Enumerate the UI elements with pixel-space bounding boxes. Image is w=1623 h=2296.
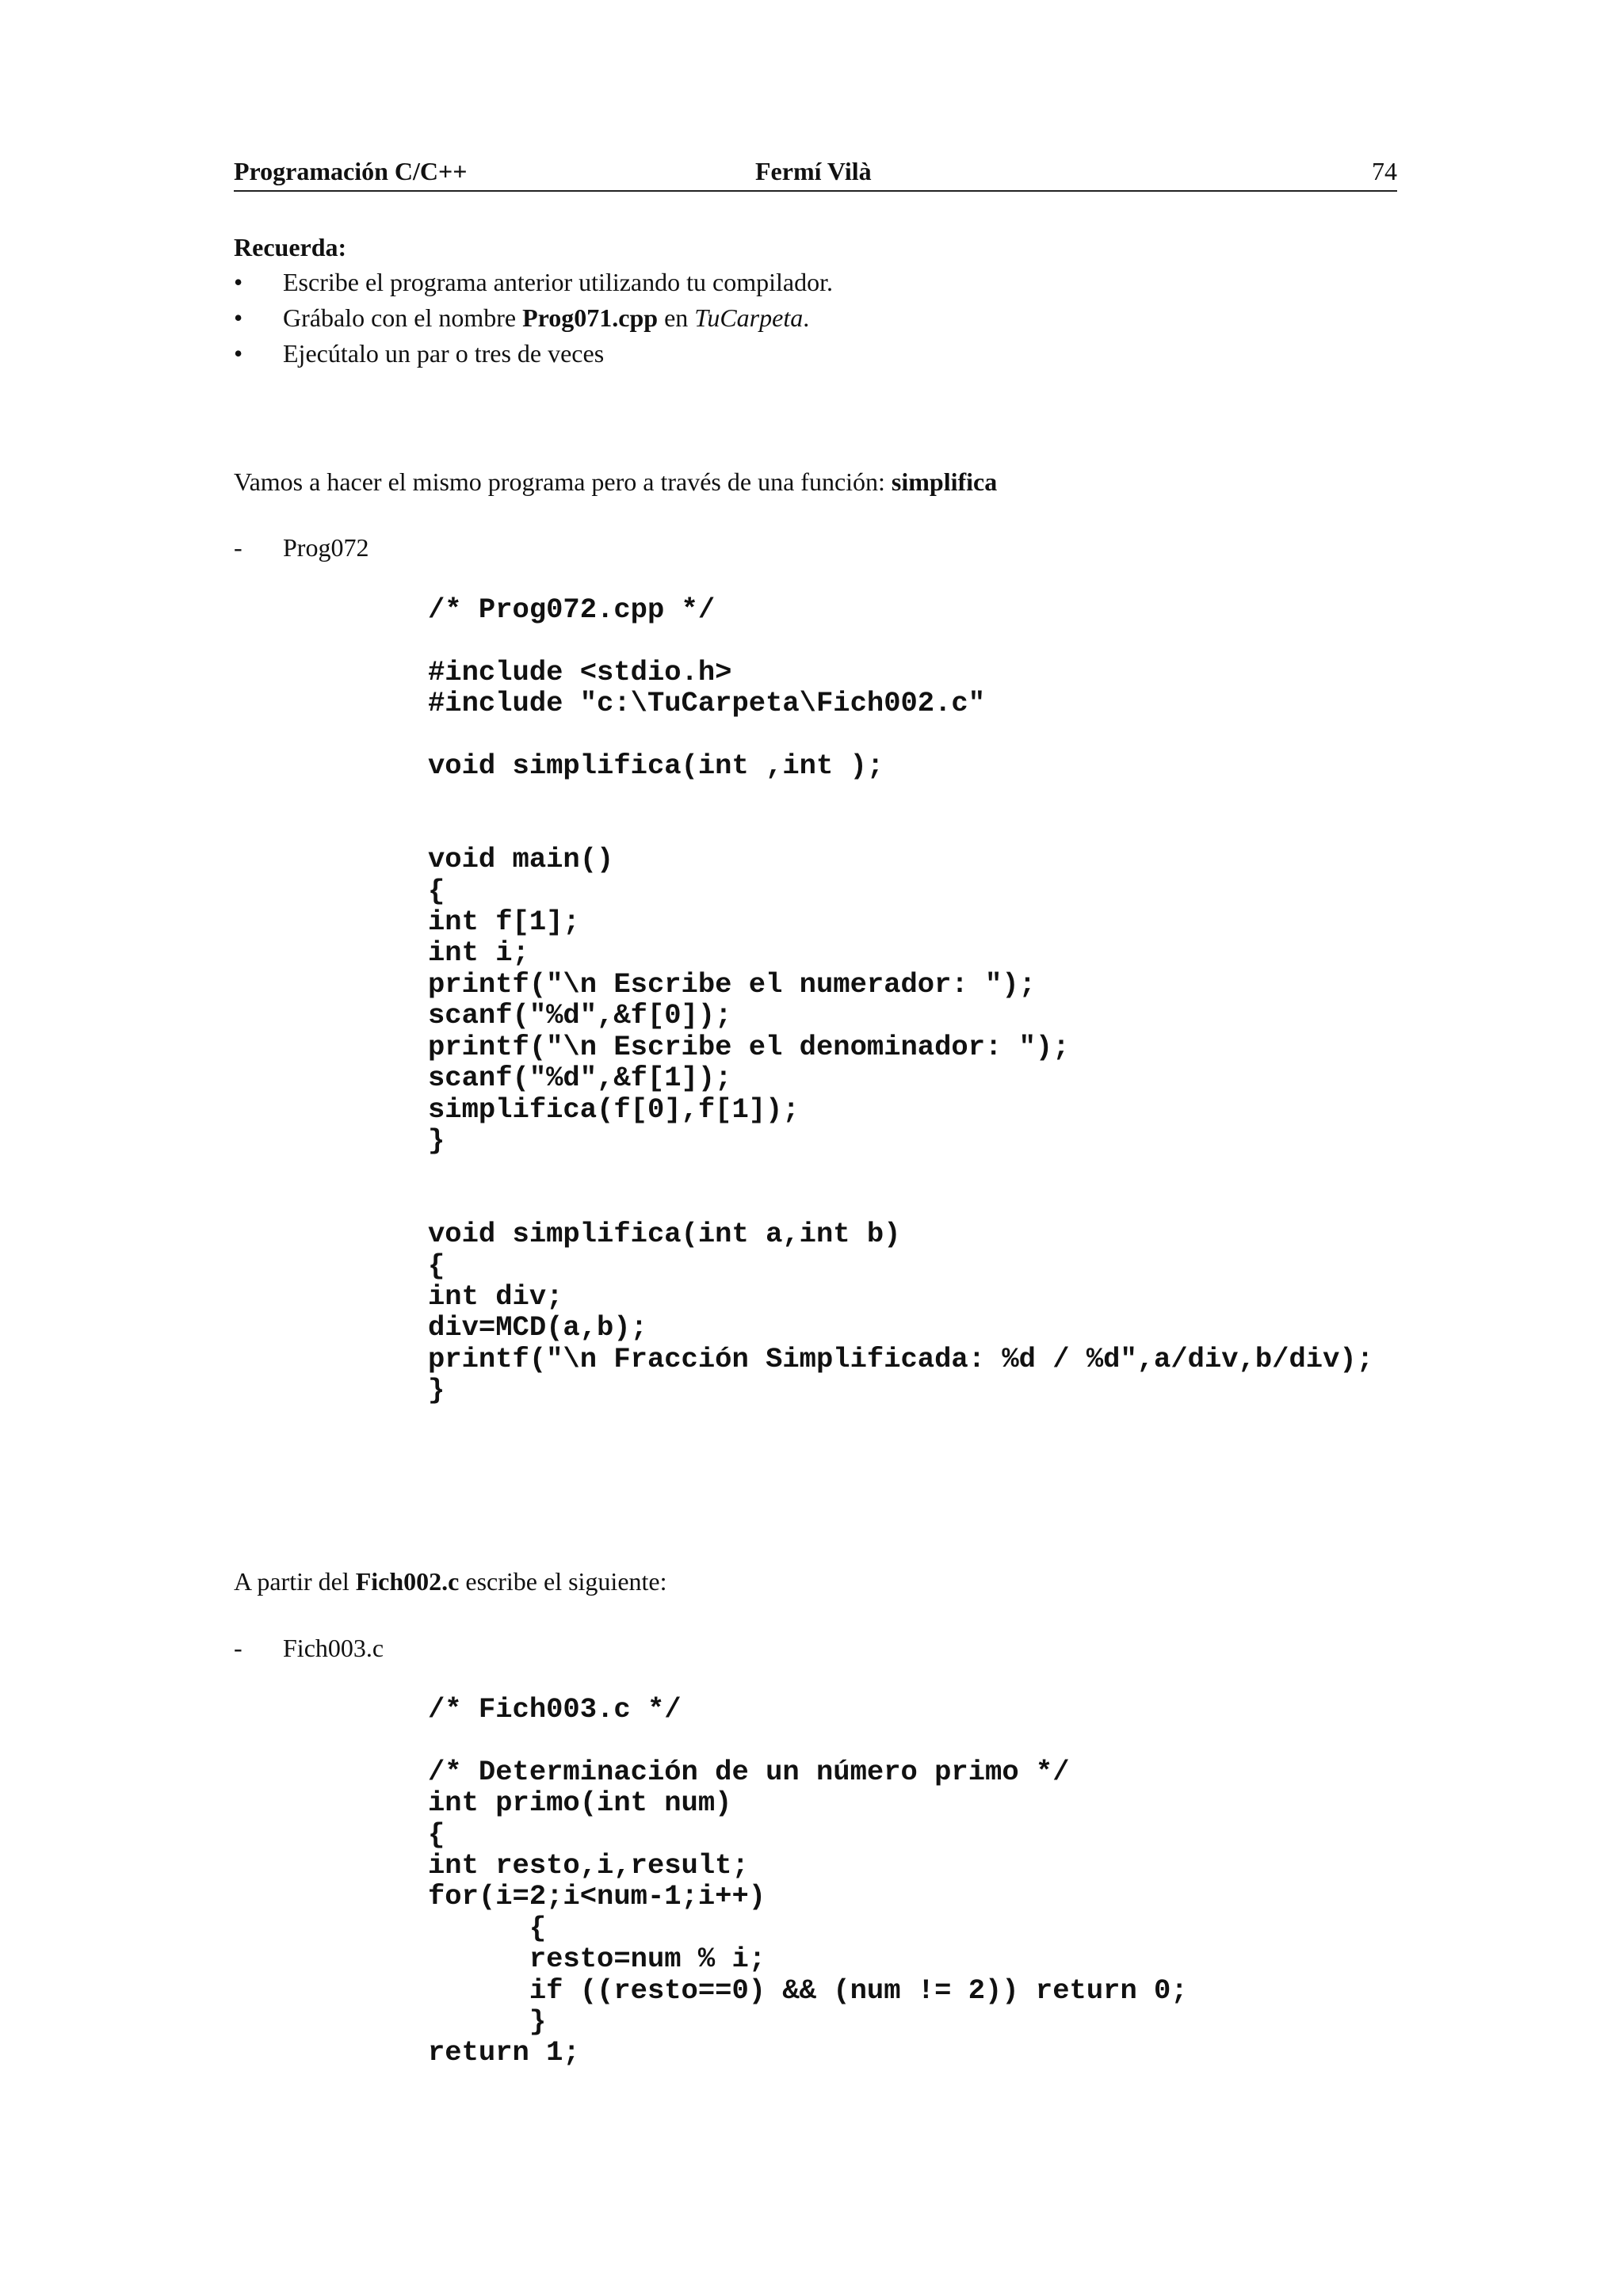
list-item (234, 300, 833, 336)
recuerda-heading: Recuerda: (234, 233, 347, 261)
folder-name: TuCarpeta (694, 303, 804, 332)
list-item (234, 336, 833, 372)
page-number: 74 (1372, 157, 1397, 185)
filename: Fich002.c (355, 1567, 460, 1596)
bullet-icon: • (234, 303, 243, 332)
fich003-label: Fich003.c (283, 1634, 384, 1662)
fich003-code: /* Fich003.c */ /* Determinación de un número primo */ int primo(int num) { int resto,i,result; for(i=2;i<num-1;i++) { resto=num % i; if ((resto==0) && (num != 2)) return 0; } return 1; (428, 1693, 1188, 2069)
bullet-icon: • (234, 339, 243, 368)
header-title: Programación C/C++ (234, 157, 468, 185)
function-name: simplifica (891, 467, 998, 496)
list-item-text: Ejecútalo un par o tres de veces (283, 339, 605, 368)
page-header (234, 152, 1397, 192)
partir-text: escribe el siguiente: (459, 1567, 667, 1596)
dash-marker: - (234, 533, 242, 562)
recuerda-list (234, 265, 833, 372)
list-item-text: Grábalo con el nombre (283, 303, 523, 332)
list-item-text: . (803, 303, 810, 332)
filename: Prog071.cpp (522, 303, 659, 332)
partir-paragraph (234, 1567, 667, 1596)
intro-text: Vamos a hacer el mismo programa pero a través de una función: (234, 467, 892, 496)
bullet-icon: • (234, 268, 243, 296)
prog072-code: /* Prog072.cpp */ #include <stdio.h> #include "c:\TuCarpeta\Fich002.c" void simplifica(int ,int ); void main() { int f[1]; int i; printf("\n Escribe el numerador: "); scanf("%d",&f[0]); printf("\n Escribe el denominador: "); scanf("%d",&f[1]); simplifica(f[0],f[1]); } void simplifica(int a,int b) { int div; div=MCD(a,b); printf("\n Fracción Simplificada: %d / %d",a/div,b/div); } (428, 593, 1373, 1407)
prog072-label: Prog072 (283, 533, 369, 562)
intro-paragraph (234, 467, 997, 497)
header-author: Fermí Vilà (755, 157, 872, 185)
list-item (234, 265, 833, 300)
partir-text: A partir del (234, 1567, 356, 1596)
list-item-text: Escribe el programa anterior utilizando tu compilador. (283, 268, 833, 296)
dash-marker: - (234, 1634, 242, 1662)
list-item-text: en (658, 303, 695, 332)
